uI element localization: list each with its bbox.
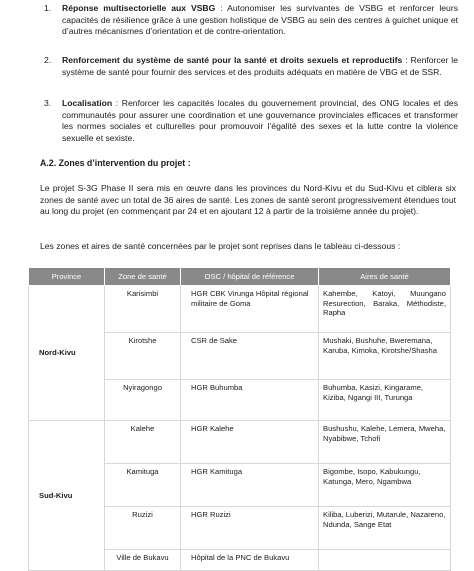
zone-cell: Ville de Bukavu: [105, 550, 181, 571]
osc-cell: HGR Kalehe: [181, 421, 319, 464]
table-row: [29, 421, 451, 464]
aires-cell: Kiliba, Luberizi, Mutarule, Nazareno, Ndunda, Sange Etat: [319, 507, 451, 550]
table-header-row: [29, 268, 451, 286]
zone-cell: Ruzizi: [105, 507, 181, 550]
aires-cell: Bigombe, Isopo, Kabukungu, Katunga, Mero, Ngambwa: [319, 464, 451, 507]
objective-text: : Renforcer les capacités locales du gouvernement provincial, des ONG locales et des communautés pour assurer une coordination et une gouvernance provinciales efficaces et transformer les normes sociales et culturelles pour promouvoir l’égalité des sexes et la lutte contre la violence sexuelle et sexiste.: [62, 98, 458, 143]
zone-cell: Kalehe: [105, 421, 181, 464]
zone-cell: Karisimbi: [105, 286, 181, 333]
province-cell: Nord-Kivu: [29, 286, 105, 421]
header-province: Province: [29, 268, 105, 286]
objective-number: 1.: [44, 3, 52, 13]
table-intro: Les zones et aires de santé concernées par le projet sont reprises dans le tableau ci-dessous :: [40, 241, 401, 251]
project-paragraph: Le projet S-3G Phase II sera mis en œuvre dans les provinces du Nord-Kivu et du Sud-Kivu et ciblera six zones de santé avec un total de 36 aires de santé. Les zones de santé seront progressivement étendues tout au long du projet (en commençant par 24 et en ajoutant 12 à partir de la troisième année du projet).: [40, 183, 456, 217]
header-osc: OSC / hôpital de référence: [181, 268, 319, 286]
zones-table: [28, 267, 451, 571]
zone-cell: Nyiragongo: [105, 380, 181, 421]
objective-number: 2.: [44, 55, 52, 65]
aires-cell: Buhumba, Kasizi, Kingarame, Kiziba, Ngangi III, Turunga: [319, 380, 451, 421]
osc-cell: CSR de Sake: [181, 333, 319, 380]
aires-cell: [319, 550, 451, 571]
osc-cell: HGR Ruzizi: [181, 507, 319, 550]
osc-cell: HGR Buhumba: [181, 380, 319, 421]
objective-number: 3.: [44, 98, 52, 108]
objective-text: : Autonomiser les survivantes de VSBG et renforcer leurs capacités de résilience grâce à une gestion holistique de VSBG au sein des centres à guichet unique et d’autres mécanismes d’orientation et de contre-orientation.: [62, 3, 459, 37]
province-cell: Sud-Kivu: [29, 421, 105, 571]
zone-cell: Kamituga: [105, 464, 181, 507]
aires-cell: Kahembe, Katoyi, Muungano Resurection, Baraka, Méthodiste, Rapha: [319, 286, 451, 333]
aires-cell: Mushaki, Bushuhe, Bweremana, Karuba, Kimoka, Kirotshe/Shasha: [319, 333, 451, 380]
osc-cell: HGR Kamituga: [181, 464, 319, 507]
osc-cell: HGR CBK Virunga Hôpital régional militaire de Goma: [181, 286, 319, 333]
objective-text: : Renforcer le système de santé pour fournir des services et des produits adéquats en matière de VBG et de SSR.: [62, 55, 458, 77]
section-heading: A.2. Zones d’intervention du projet :: [40, 158, 191, 168]
objective-title: Réponse multisectorielle aux VSBG: [62, 3, 216, 13]
osc-cell: Hôpital de la PNC de Bukavu: [181, 550, 319, 571]
table-row: [29, 286, 451, 333]
objective-title: Localisation: [62, 98, 113, 108]
header-zone: Zone de santé: [105, 268, 181, 286]
zone-cell: Kirotshe: [105, 333, 181, 380]
header-aires: Aires de santé: [319, 268, 451, 286]
aires-cell: Bushushu, Kalehe, Lemera, Mweha, Nyabibwe, Tchofi: [319, 421, 451, 464]
objective-title: Renforcement du système de santé pour la santé et droits sexuels et reproductifs: [62, 55, 403, 65]
